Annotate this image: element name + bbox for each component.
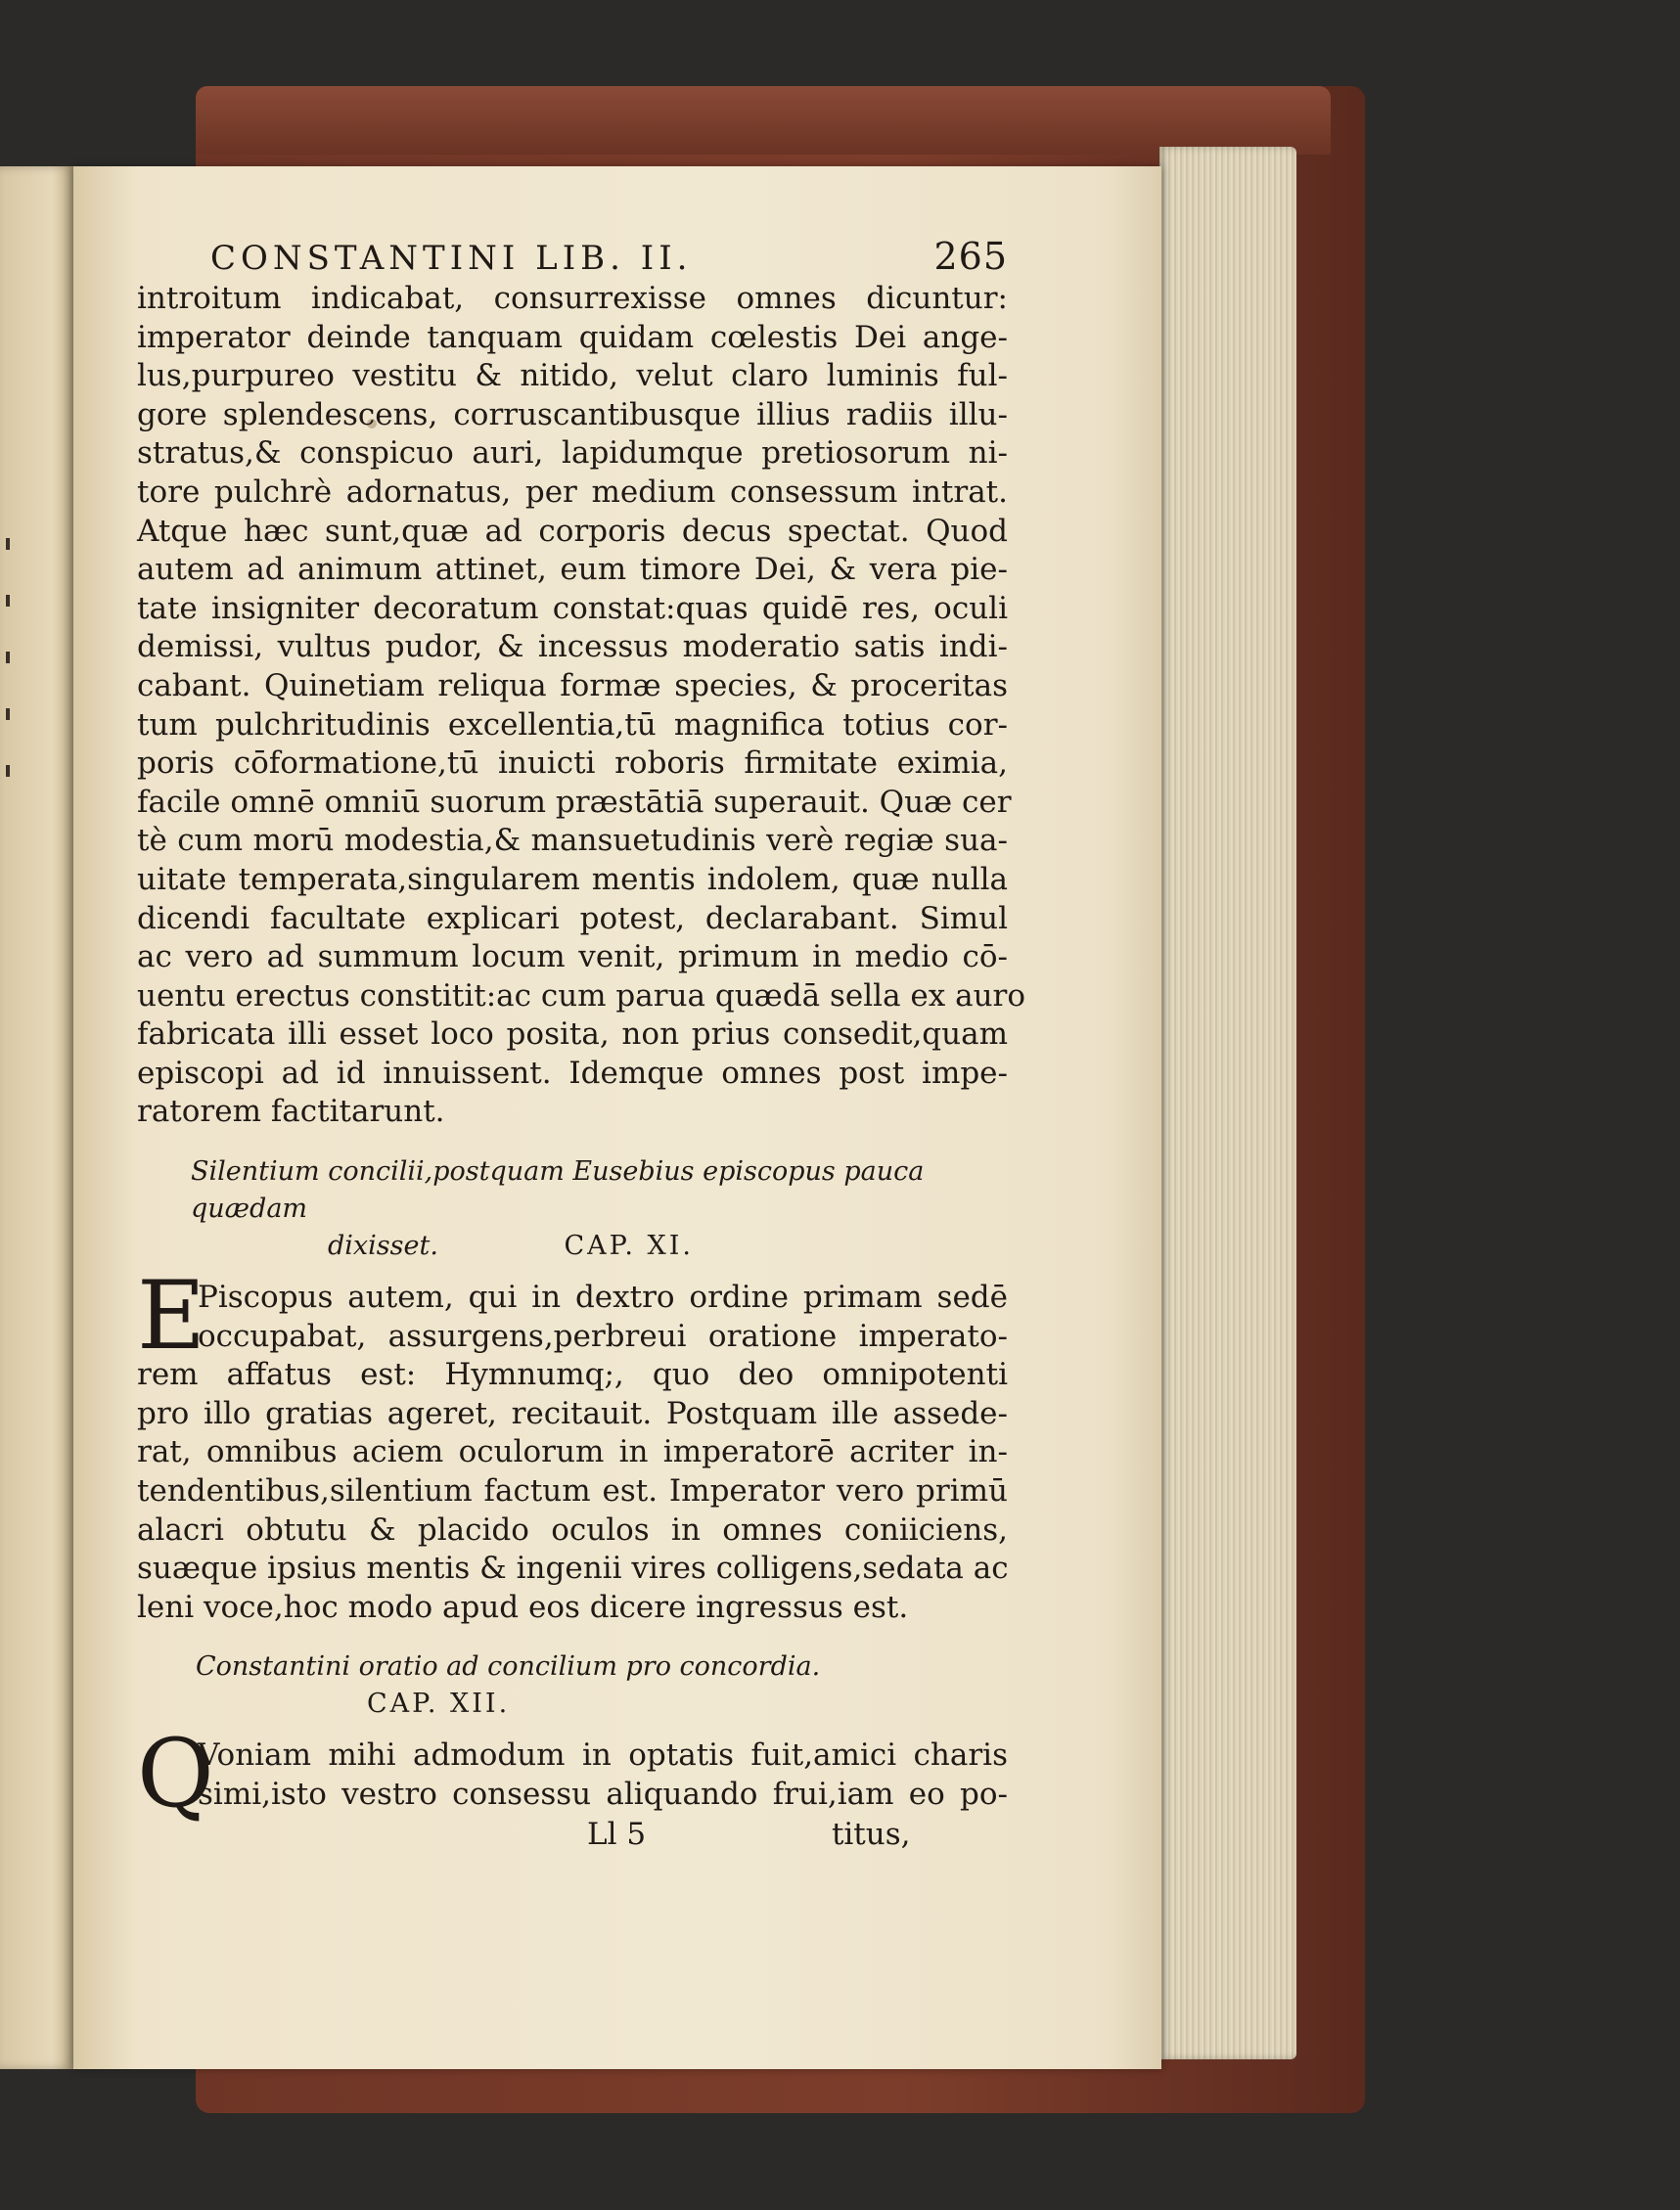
book-page: [73, 166, 1161, 2069]
page-edges: [1159, 147, 1296, 2059]
catchword: titus,: [831, 1816, 911, 1852]
body-line: poris cōformatione,tū inuicti roboris firmitate eximia,: [137, 745, 1008, 782]
body-line: ratorem factitarunt.: [137, 1094, 445, 1130]
chapter-12-heading-line1: Constantini oratio ad concilium pro concordia.: [196, 1651, 821, 1683]
body-line: tate insigniter decoratum constat:quas quidē res, oculi: [137, 590, 1008, 626]
chapter-11-dropcap: E: [137, 1261, 206, 1372]
chapter-11-line: Piscopus autem, qui in dextro ordine primam sedē: [198, 1280, 1008, 1316]
chapter-11-line: pro illo gratias ageret, recitauit. Postquam ille assede-: [137, 1395, 1008, 1431]
left-page-marks: [6, 538, 16, 832]
chapter-11-line: tendentibus,silentium factum est. Imperator vero primū: [137, 1473, 1008, 1510]
body-line: lus,purpureo vestitu & nitido, velut claro luminis ful-: [137, 358, 1008, 394]
body-line: imperator deinde tanquam quidam cœlestis Dei ange-: [137, 319, 1008, 355]
body-line: demissi, vultus pudor, & incessus moderatio satis indi-: [137, 629, 1008, 665]
chapter-11-heading-line1: Silentium concilii,postquam Eusebius episcopus pauca quædam: [191, 1156, 925, 1225]
chapter-12-line: simi,isto vestro consessu aliquando frui,iam eo po-: [198, 1777, 1008, 1812]
chapter-11-heading-text: dixisset.: [328, 1231, 438, 1262]
chapter-11-paragraph: [137, 1261, 1009, 1627]
chapter-11-line: occupabat, assurgens,perbreui oratione imperato-: [198, 1318, 1008, 1354]
body-line: tè cum morū modestia,& mansuetudinis verè regiæ sua-: [137, 823, 1008, 859]
body-line: tore pulchrè adornatus, per medium consessum intrat.: [137, 474, 1008, 510]
body-line: introitum indicabat, consurrexisse omnes dicuntur:: [137, 281, 1008, 316]
chapter-11-line: rat, omnibus aciem oculorum in imperatorē acriter in-: [137, 1434, 1008, 1470]
chapter-12-cap-label: CAP. XII.: [367, 1689, 511, 1720]
body-line: stratus,& conspicuo auri, lapidumque pretiosorum ni-: [137, 435, 1008, 472]
chapter-11-line: leni voce,hoc modo apud eos dicere ingressus est.: [137, 1589, 909, 1625]
running-head-title: CONSTANTINI LIB. II.: [210, 239, 693, 278]
body-line: tum pulchritudinis excellentia,tū magnifica totius cor-: [137, 706, 1008, 743]
body-paragraph: [137, 280, 1026, 1132]
body-line: cabant. Quinetiam reliqua formæ species, & proceritas: [137, 667, 1008, 703]
chapter-11-heading-line2: [191, 1228, 1008, 1265]
chapter-11-line: suæque ipsius mentis & ingenii vires colligens,sedata ac: [137, 1551, 1009, 1587]
chapter-11-cap-label: CAP. XI.: [564, 1231, 694, 1262]
left-page-gutter: [0, 166, 73, 2069]
chapter-11-line: alacri obtutu & placido oculos in omnes coniiciens,: [137, 1511, 1008, 1548]
chapter-12-paragraph: [137, 1719, 1008, 1829]
page-number: 265: [933, 235, 1008, 278]
body-line: fabricata illi esset loco posita, non prius consedit,quam: [137, 1016, 1008, 1053]
body-line: episcopi ad id innuissent. Idemque omnes post impe-: [137, 1055, 1008, 1091]
body-line: uentu erectus constitit:ac cum parua quædā sella ex auro: [137, 977, 1026, 1014]
running-head: [137, 235, 1008, 278]
signature-mark: Ll 5: [587, 1816, 647, 1852]
body-line: dicendi facultate explicari potest, declarabant. Simul: [137, 900, 1008, 936]
body-line: facile omnē omniū suorum præstātiā superauit. Quæ cer: [137, 784, 1012, 820]
chapter-11-heading: [137, 1153, 1008, 1265]
chapter-12-dropcap: Q: [137, 1719, 214, 1829]
signature-line: [137, 1815, 1008, 1854]
body-line: ac vero ad summum locum venit, primum in medio cō-: [137, 939, 1008, 975]
body-line: uitate temperata,singularem mentis indolem, quæ nulla: [137, 861, 1008, 897]
body-line: autem ad animum attinet, eum timore Dei, & vera pie-: [137, 552, 1008, 588]
body-line: Atque hæc sunt,quæ ad corporis decus spectat. Quod: [137, 513, 1008, 549]
chapter-12-heading: [137, 1648, 1008, 1723]
chapter-12-line: Voniam mihi admodum in optatis fuit,amici charis: [198, 1737, 1008, 1774]
book-cover-top-edge: [196, 86, 1331, 155]
chapter-11-line: rem affatus est: Hymnumq;, quo deo omnipotenti: [137, 1357, 1008, 1393]
text-block: [137, 235, 1026, 1854]
body-line: gore splendescens, corruscantibusque illius radiis illu-: [137, 396, 1008, 432]
